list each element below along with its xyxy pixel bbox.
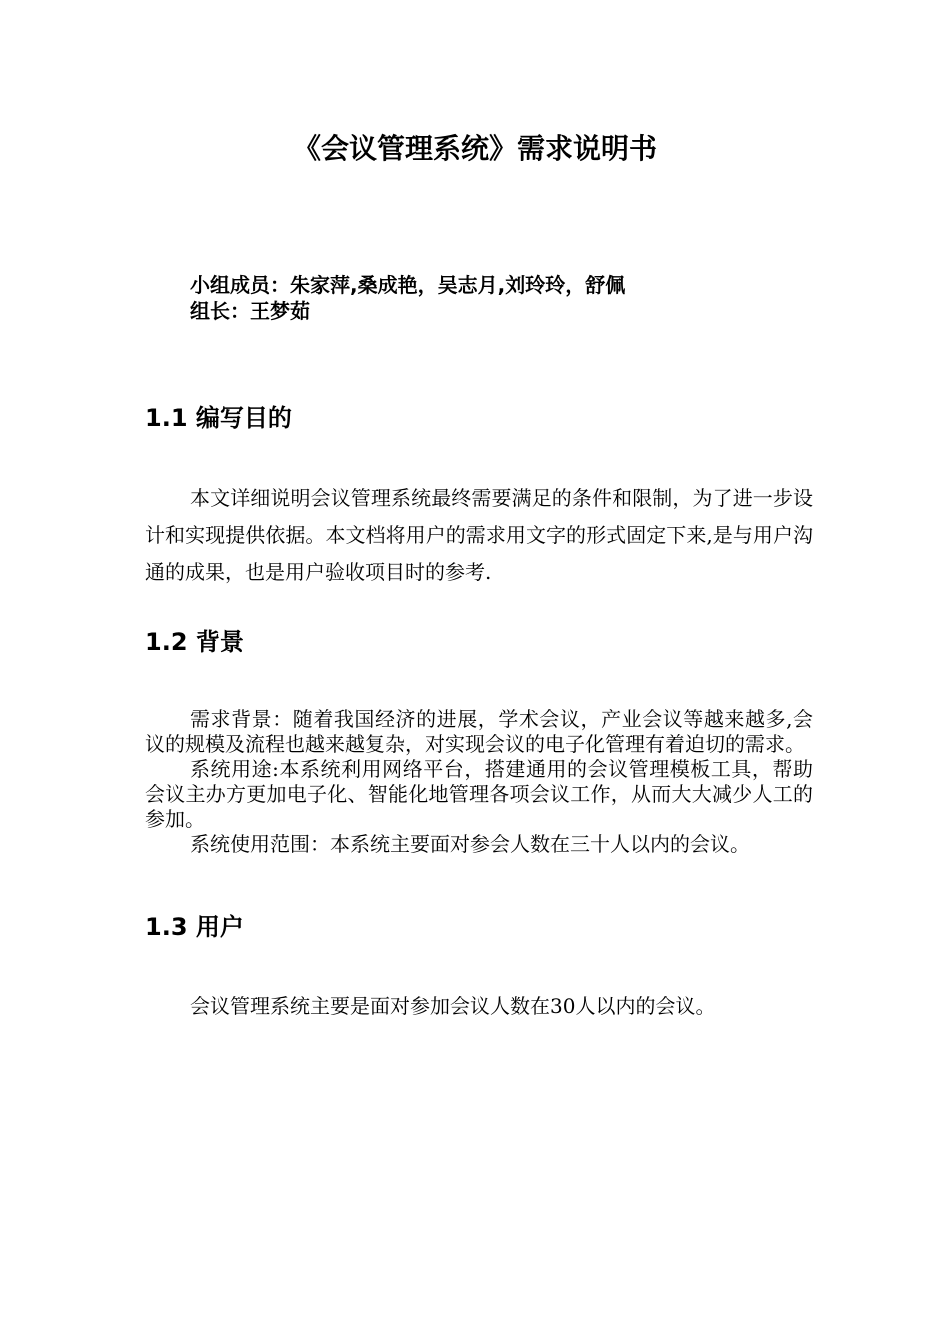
- team-leader-line: 组长：王梦茹: [190, 299, 310, 323]
- section-heading-purpose: 1.1 编写目的: [145, 404, 292, 432]
- document-title: 《会议管理系统》需求说明书: [292, 132, 657, 165]
- section-heading-users: 1.3 用户: [145, 913, 244, 941]
- background-need-paragraph: 需求背景：随着我国经济的进展，学术会议，产业会议等越来越多,会议的规模及流程也越来越复杂，对实现会议的电子化管理有着迫切的需求。: [145, 707, 813, 756]
- section-users-paragraph: 会议管理系统主要是面对参加会议人数在30人以内的会议。: [190, 994, 716, 1018]
- team-members-line: 小组成员：朱家萍,桑成艳，吴志月,刘玲玲，舒佩: [190, 273, 626, 297]
- section-heading-background: 1.2 背景: [145, 628, 244, 656]
- section-background-body: [145, 707, 813, 857]
- section-purpose-paragraph: 本文详细说明会议管理系统最终需要满足的条件和限制，为了进一步设计和实现提供依据。本文档将用户的需求用文字的形式固定下来,是与用户沟通的成果，也是用户验收项目时的参考.: [145, 486, 813, 584]
- background-usage-paragraph: 系统用途:本系统利用网络平台，搭建通用的会议管理模板工具，帮助会议主办方更加电子化、智能化地管理各项会议工作，从而大大减少人工的参加。: [145, 757, 813, 831]
- background-scope-paragraph: 系统使用范围：本系统主要面对参会人数在三十人以内的会议。: [190, 832, 750, 856]
- team-info: [190, 272, 625, 324]
